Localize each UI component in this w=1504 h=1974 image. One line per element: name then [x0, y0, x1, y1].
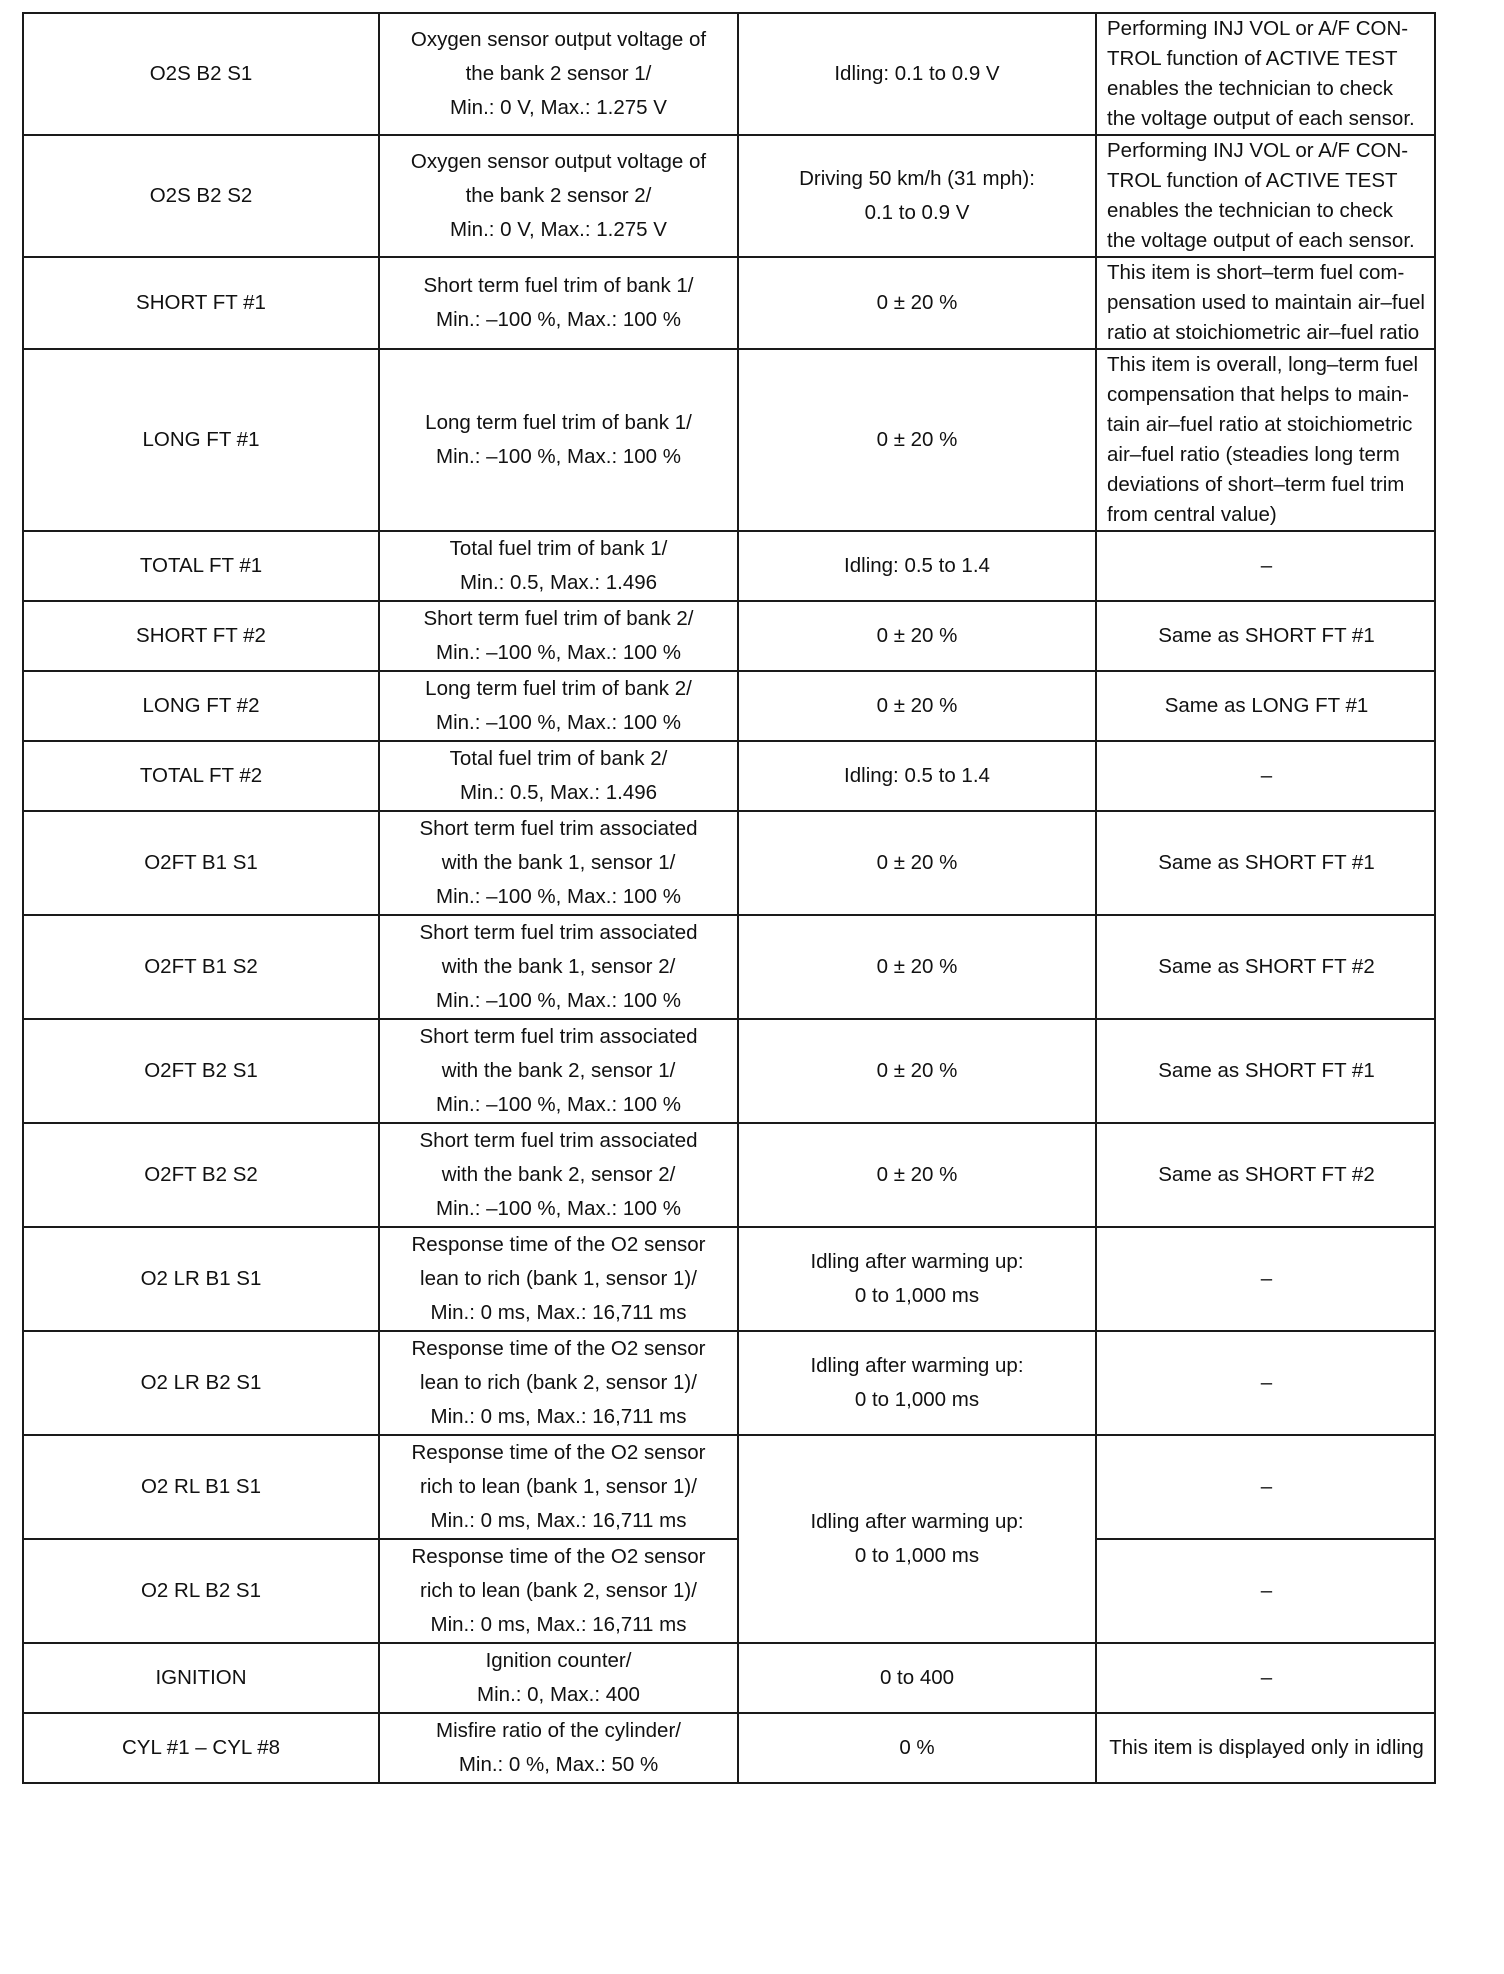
measurement-item-cell [379, 349, 738, 531]
measurement-item-cell-line: Min.: –100 %, Max.: 100 % [436, 1093, 681, 1116]
diagnostic-note-cell-line: ratio at stoichiometric air–fuel ratio [1107, 321, 1420, 344]
measurement-item-cell-line: Oxygen sensor output voltage of [410, 150, 707, 173]
normal-condition-cell-line: 0 ± 20 % [876, 291, 958, 314]
table-row [23, 1123, 1435, 1227]
diagnostic-note-cell [1096, 1539, 1435, 1643]
normal-condition-cell [738, 741, 1096, 811]
table-row [23, 257, 1435, 349]
measurement-item-cell [379, 1539, 738, 1643]
table-row [23, 349, 1435, 531]
diagnostic-note-cell-line: Same as SHORT FT #2 [1158, 1163, 1375, 1186]
normal-condition-cell [738, 601, 1096, 671]
diagnostic-note-cell-line: – [1260, 1579, 1273, 1602]
diagnostic-note-cell-line: This item is overall, long–term fuel [1107, 353, 1419, 376]
normal-condition-cell-line: Driving 50 km/h (31 mph): [799, 167, 1035, 190]
diagnostic-note-cell-line: the voltage output of each sensor. [1107, 107, 1415, 130]
measurement-item-cell [379, 601, 738, 671]
measurement-item-cell-line: Min.: –100 %, Max.: 100 % [436, 1197, 681, 1220]
item-name-cell: LONG FT #2 [23, 671, 379, 741]
diagnostic-note-cell-line: from central value) [1107, 503, 1277, 526]
item-name-cell: O2S B2 S1 [23, 13, 379, 135]
diagnostic-note-cell-line: enables the technician to check [1107, 199, 1394, 222]
measurement-item-cell [379, 741, 738, 811]
diagnostic-note-cell [1096, 671, 1435, 741]
diagnostic-note-cell [1096, 1331, 1435, 1435]
diagnostic-note-cell [1096, 915, 1435, 1019]
measurement-item-cell-line: with the bank 2, sensor 1/ [441, 1059, 676, 1082]
measurement-item-cell-line: with the bank 1, sensor 2/ [441, 955, 676, 978]
diagnostic-note-cell-line: Performing INJ VOL or A/F CON- [1107, 139, 1409, 162]
normal-condition-cell-line: 0 ± 20 % [876, 955, 958, 978]
measurement-item-cell-line: Min.: –100 %, Max.: 100 % [436, 711, 681, 734]
item-name-cell: TOTAL FT #1 [23, 531, 379, 601]
diagnostic-note-cell-line: Same as SHORT FT #1 [1158, 851, 1375, 874]
measurement-item-cell [379, 531, 738, 601]
diagnostic-note-cell [1096, 1643, 1435, 1713]
diagnostic-note-cell-line: Same as SHORT FT #2 [1158, 955, 1375, 978]
diagnostic-note-cell-line: – [1260, 554, 1273, 577]
diagnostic-note-cell-line: Same as SHORT FT #1 [1158, 624, 1375, 647]
measurement-item-cell-line: the bank 2 sensor 2/ [465, 184, 652, 207]
normal-condition-cell [738, 1019, 1096, 1123]
measurement-item-cell-line: Min.: 0 ms, Max.: 16,711 ms [430, 1613, 687, 1636]
measurement-item-cell-line: Long term fuel trim of bank 1/ [425, 411, 692, 434]
item-name-cell: SHORT FT #2 [23, 601, 379, 671]
diagnostic-note-cell-line: Performing INJ VOL or A/F CON- [1107, 17, 1409, 40]
diagnostic-note-cell-line: TROL function of ACTIVE TEST [1107, 169, 1398, 192]
measurement-item-cell-line: Min.: –100 %, Max.: 100 % [436, 445, 681, 468]
diagnostic-note-cell [1096, 257, 1435, 349]
item-name-cell: O2 RL B1 S1 [23, 1435, 379, 1539]
diagnostic-note-cell-line: – [1260, 1666, 1273, 1689]
item-name-cell: O2FT B1 S2 [23, 915, 379, 1019]
table-row [23, 1227, 1435, 1331]
measurement-item-cell-line: Response time of the O2 sensor [411, 1441, 706, 1464]
measurement-item-cell-line: Min.: –100 %, Max.: 100 % [436, 641, 681, 664]
measurement-item-cell-line: Min.: 0 ms, Max.: 16,711 ms [430, 1301, 687, 1324]
measurement-item-cell [379, 671, 738, 741]
measurement-item-cell [379, 1331, 738, 1435]
normal-condition-cell-line: 0 ± 20 % [876, 624, 958, 647]
measurement-item-cell-line: rich to lean (bank 1, sensor 1)/ [420, 1475, 697, 1498]
normal-condition-cell-line: 0 ± 20 % [876, 694, 958, 717]
measurement-item-cell [379, 915, 738, 1019]
normal-condition-cell [738, 257, 1096, 349]
normal-condition-cell-line: 0 ± 20 % [876, 428, 958, 451]
measurement-item-cell-line: Short term fuel trim of bank 2/ [423, 607, 694, 630]
diagnostic-note-cell [1096, 135, 1435, 257]
item-name-cell: O2FT B2 S1 [23, 1019, 379, 1123]
measurement-item-cell-line: Response time of the O2 sensor [411, 1545, 706, 1568]
diagnostic-note-cell-line: – [1260, 1475, 1273, 1498]
normal-condition-cell-line: Idling: 0.1 to 0.9 V [834, 62, 1000, 85]
table-row [23, 13, 1435, 135]
measurement-item-cell-line: with the bank 2, sensor 2/ [441, 1163, 676, 1186]
normal-condition-cell-line: Idling after warming up: [810, 1354, 1024, 1377]
measurement-item-cell [379, 257, 738, 349]
measurement-item-cell [379, 1435, 738, 1539]
diagnostic-note-cell-line: enables the technician to check [1107, 77, 1394, 100]
table-row [23, 1643, 1435, 1713]
measurement-item-cell [379, 1713, 738, 1783]
measurement-item-cell-line: Short term fuel trim of bank 1/ [423, 274, 694, 297]
measurement-item-cell-line: with the bank 1, sensor 1/ [441, 851, 676, 874]
diagnostic-note-cell [1096, 741, 1435, 811]
normal-condition-cell [738, 1643, 1096, 1713]
measurement-item-cell-line: Short term fuel trim associated [419, 817, 698, 840]
item-name-cell: O2 RL B2 S1 [23, 1539, 379, 1643]
table-row [23, 531, 1435, 601]
diagnostic-note-cell [1096, 601, 1435, 671]
diagnostic-note-cell-line: deviations of short–term fuel trim [1107, 473, 1405, 496]
diagnostic-note-cell-line: – [1260, 1371, 1273, 1394]
diagnostic-note-cell-line: tain air–fuel ratio at stoichiometric [1107, 413, 1413, 436]
measurement-item-cell-line: Min.: 0 ms, Max.: 16,711 ms [430, 1509, 687, 1532]
measurement-item-cell [379, 1123, 738, 1227]
table-row [23, 1331, 1435, 1435]
measurement-item-cell [379, 135, 738, 257]
normal-condition-cell-line: Idling: 0.5 to 1.4 [844, 764, 990, 787]
normal-condition-cell-line: 0 to 1,000 ms [854, 1388, 980, 1411]
normal-condition-cell-line: 0 ± 20 % [876, 851, 958, 874]
normal-condition-cell [738, 1331, 1096, 1435]
table-row [23, 1019, 1435, 1123]
normal-condition-cell [738, 531, 1096, 601]
measurement-item-cell-line: Min.: 0 V, Max.: 1.275 V [450, 218, 667, 241]
diagnostic-note-cell-line: – [1260, 1267, 1273, 1290]
table-row [23, 1713, 1435, 1783]
measurement-item-cell-line: lean to rich (bank 2, sensor 1)/ [420, 1371, 697, 1394]
diagnostic-note-cell-line: – [1260, 764, 1273, 787]
diagnostic-note-cell [1096, 1123, 1435, 1227]
item-name-cell: O2S B2 S2 [23, 135, 379, 257]
item-name-cell: CYL #1 – CYL #8 [23, 1713, 379, 1783]
measurement-item-cell-line: Min.: 0.5, Max.: 1.496 [459, 781, 658, 804]
measurement-item-cell-line: Min.: 0, Max.: 400 [477, 1683, 640, 1706]
diagnostic-note-cell [1096, 1019, 1435, 1123]
diagnostic-note-cell [1096, 1713, 1435, 1783]
normal-condition-cell [738, 349, 1096, 531]
diagnostic-note-cell-line: the voltage output of each sensor. [1107, 229, 1415, 252]
measurement-item-cell [379, 1227, 738, 1331]
diagnostic-note-cell [1096, 531, 1435, 601]
item-name-cell: IGNITION [23, 1643, 379, 1713]
table-row [23, 601, 1435, 671]
item-name-cell: TOTAL FT #2 [23, 741, 379, 811]
measurement-item-cell-line: the bank 2 sensor 1/ [465, 62, 652, 85]
normal-condition-cell [738, 1435, 1096, 1643]
table-row [23, 671, 1435, 741]
normal-condition-cell-line: Idling after warming up: [810, 1250, 1024, 1273]
diagnostic-note-cell-line: pensation used to maintain air–fuel [1107, 291, 1425, 314]
normal-condition-cell-line: Idling: 0.5 to 1.4 [844, 554, 990, 577]
normal-condition-cell-line: Idling after warming up: [810, 1510, 1024, 1533]
diagnostic-note-cell-line: Same as LONG FT #1 [1164, 694, 1369, 717]
normal-condition-cell-line: 0.1 to 0.9 V [864, 201, 970, 224]
item-name-cell: O2FT B1 S1 [23, 811, 379, 915]
diagnostic-note-cell-line: Same as SHORT FT #1 [1158, 1059, 1375, 1082]
measurement-item-cell-line: Ignition counter/ [485, 1649, 632, 1672]
measurement-item-cell [379, 13, 738, 135]
measurement-item-cell-line: Short term fuel trim associated [419, 1129, 698, 1152]
normal-condition-cell [738, 135, 1096, 257]
table-row [23, 811, 1435, 915]
measurement-item-cell-line: lean to rich (bank 1, sensor 1)/ [420, 1267, 697, 1290]
normal-condition-cell [738, 13, 1096, 135]
measurement-item-cell-line: Min.: 0.5, Max.: 1.496 [459, 571, 658, 594]
diagnostic-note-cell [1096, 13, 1435, 135]
diagnostic-note-cell [1096, 811, 1435, 915]
measurement-item-cell [379, 1019, 738, 1123]
normal-condition-cell-line: 0 ± 20 % [876, 1163, 958, 1186]
measurement-item-cell-line: Min.: 0 V, Max.: 1.275 V [450, 96, 667, 119]
measurement-item-cell-line: Min.: –100 %, Max.: 100 % [436, 989, 681, 1012]
diagnostic-note-cell [1096, 1435, 1435, 1539]
table-row [23, 135, 1435, 257]
diagnostic-note-cell [1096, 1227, 1435, 1331]
diagnostic-note-cell-line: This item is short–term fuel com- [1107, 261, 1405, 284]
normal-condition-cell [738, 1123, 1096, 1227]
normal-condition-cell [738, 1713, 1096, 1783]
measurement-item-cell-line: Short term fuel trim associated [419, 1025, 698, 1048]
normal-condition-cell-line: 0 ± 20 % [876, 1059, 958, 1082]
measurement-item-cell-line: Min.: 0 %, Max.: 50 % [458, 1753, 659, 1776]
table-row [23, 915, 1435, 1019]
item-name-cell: LONG FT #1 [23, 349, 379, 531]
normal-condition-cell-line: 0 to 1,000 ms [854, 1544, 980, 1567]
measurement-item-cell-line: Min.: 0 ms, Max.: 16,711 ms [430, 1405, 687, 1428]
item-name-cell: O2 LR B1 S1 [23, 1227, 379, 1331]
diagnostic-note-cell-line: compensation that helps to main- [1107, 383, 1409, 406]
normal-condition-cell [738, 915, 1096, 1019]
measurement-item-cell-line: Short term fuel trim associated [419, 921, 698, 944]
table-body [23, 13, 1435, 1783]
normal-condition-cell-line: 0 to 1,000 ms [854, 1284, 980, 1307]
diagnostic-note-cell [1096, 349, 1435, 531]
measurement-item-cell-line: Oxygen sensor output voltage of [410, 28, 707, 51]
item-name-cell: O2FT B2 S2 [23, 1123, 379, 1227]
data-list-table [22, 12, 1436, 1784]
measurement-item-cell-line: Min.: –100 %, Max.: 100 % [436, 308, 681, 331]
measurement-item-cell-line: Total fuel trim of bank 2/ [449, 747, 668, 770]
item-name-cell: SHORT FT #1 [23, 257, 379, 349]
measurement-item-cell [379, 811, 738, 915]
normal-condition-cell [738, 811, 1096, 915]
measurement-item-cell-line: Min.: –100 %, Max.: 100 % [436, 885, 681, 908]
measurement-item-cell-line: Response time of the O2 sensor [411, 1233, 706, 1256]
diagnostic-note-cell-line: This item is displayed only in idling [1109, 1736, 1424, 1759]
diagnostic-note-cell-line: TROL function of ACTIVE TEST [1107, 47, 1398, 70]
measurement-item-cell-line: Response time of the O2 sensor [411, 1337, 706, 1360]
measurement-item-cell [379, 1643, 738, 1713]
measurement-item-cell-line: Long term fuel trim of bank 2/ [425, 677, 692, 700]
normal-condition-cell-line: 0 to 400 [879, 1666, 955, 1689]
table-row [23, 741, 1435, 811]
normal-condition-cell-line: 0 % [899, 1736, 935, 1759]
diagnostic-note-cell-line: air–fuel ratio (steadies long term [1107, 443, 1400, 466]
item-name-cell: O2 LR B2 S1 [23, 1331, 379, 1435]
table-row [23, 1435, 1435, 1539]
measurement-item-cell-line: rich to lean (bank 2, sensor 1)/ [420, 1579, 697, 1602]
measurement-item-cell-line: Misfire ratio of the cylinder/ [436, 1719, 681, 1742]
measurement-item-cell-line: Total fuel trim of bank 1/ [449, 537, 668, 560]
normal-condition-cell [738, 1227, 1096, 1331]
normal-condition-cell [738, 671, 1096, 741]
table-row [23, 1539, 1435, 1643]
